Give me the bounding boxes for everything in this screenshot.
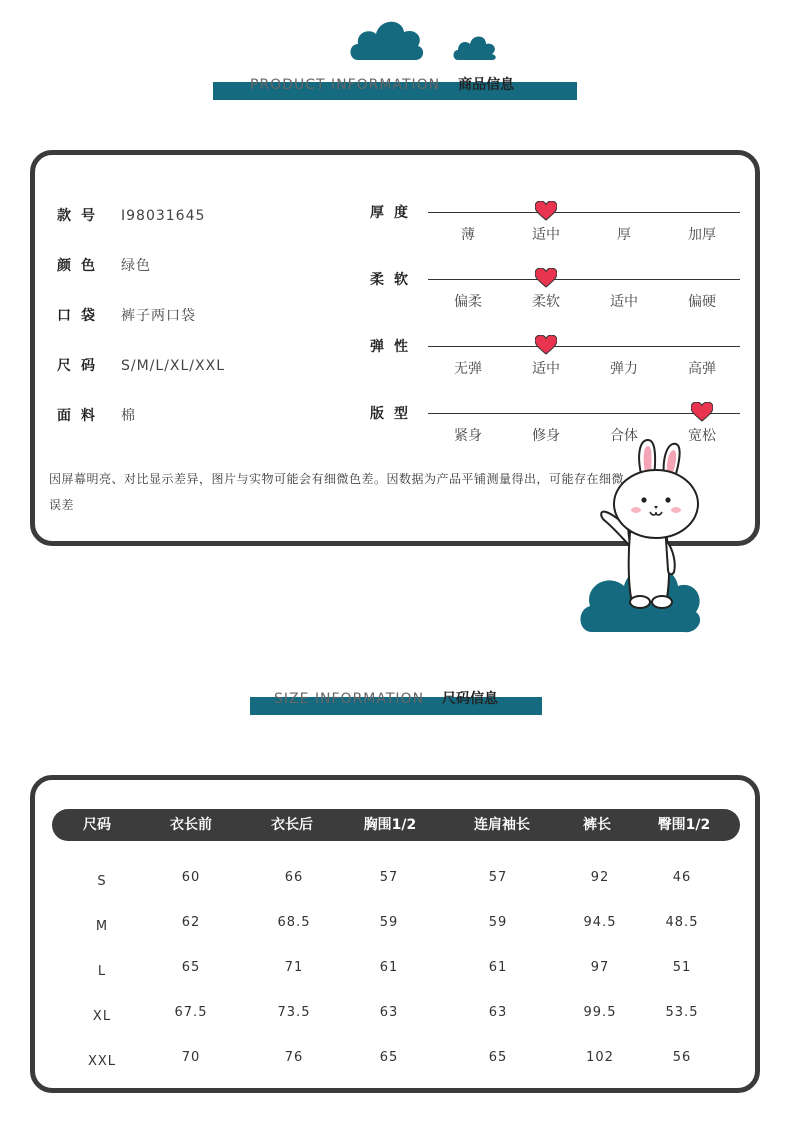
scale-option: 弹力 (610, 361, 638, 377)
scale-option: 适中 (532, 361, 560, 377)
info-label: 口袋 (57, 308, 105, 324)
product-info-header (250, 74, 514, 94)
scale-line (428, 212, 740, 213)
measure-cell: 53.5 (665, 1005, 699, 1020)
measure-cell: 97 (590, 960, 610, 975)
info-row-style-no (57, 205, 205, 225)
scale-line (428, 346, 740, 347)
scale-option: 偏硬 (688, 294, 716, 310)
measure-cell: 51 (672, 960, 692, 975)
column-header: 臀围1/2 (657, 817, 711, 833)
heart-icon (535, 268, 557, 288)
measure-cell: 60 (181, 870, 201, 885)
measure-cell: 67.5 (174, 1005, 208, 1020)
header-en: PRODUCT INFORMATION (250, 77, 441, 93)
measure-cell: 92 (590, 870, 610, 885)
measure-cell: 59 (379, 915, 399, 930)
scale-option: 柔软 (532, 294, 560, 310)
size-cell: L (97, 964, 107, 979)
scale-label: 柔软 (370, 272, 418, 288)
info-row-size (57, 355, 225, 375)
scale-option: 宽松 (688, 428, 716, 444)
column-header: 衣长后 (271, 817, 313, 833)
header-cn: 尺码信息 (442, 691, 499, 707)
column-header: 裤长 (583, 817, 611, 833)
cloud-icon (348, 14, 426, 66)
size-table-card (30, 775, 760, 1093)
measure-cell: 71 (284, 960, 304, 975)
scale-option: 适中 (610, 294, 638, 310)
info-row-color (57, 255, 151, 275)
scale-label: 厚度 (370, 205, 418, 221)
measure-cell: 61 (379, 960, 399, 975)
measure-cell: 46 (672, 870, 692, 885)
measure-cell: 102 (586, 1050, 614, 1065)
scale-option: 厚 (617, 227, 631, 243)
measure-cell: 65 (379, 1050, 399, 1065)
size-cell: XL (92, 1009, 112, 1024)
heart-icon (535, 201, 557, 221)
info-label: 尺码 (57, 358, 105, 374)
scale-elasticity (370, 339, 740, 406)
measure-cell: 57 (379, 870, 399, 885)
header-en: SIZE INFORMATION (274, 691, 425, 707)
measure-cell: 65 (488, 1050, 508, 1065)
scale-line (428, 279, 740, 280)
scale-option: 高弹 (688, 361, 716, 377)
size-info-header (274, 688, 498, 708)
scale-option: 偏柔 (454, 294, 482, 310)
measure-cell: 63 (379, 1005, 399, 1020)
column-header: 尺码 (83, 817, 111, 833)
measure-cell: 68.5 (277, 915, 311, 930)
info-row-pocket (57, 305, 196, 325)
cloud-icon (452, 34, 498, 62)
info-value: 裤子两口袋 (121, 308, 196, 324)
measure-cell: 57 (488, 870, 508, 885)
scale-option: 无弹 (454, 361, 482, 377)
measure-cell: 65 (181, 960, 201, 975)
scale-option: 合体 (610, 428, 638, 444)
info-label: 颜色 (57, 258, 105, 274)
measure-cell: 48.5 (665, 915, 699, 930)
size-table-header (52, 809, 740, 841)
scale-label: 弹性 (370, 339, 418, 355)
header-cn: 商品信息 (458, 77, 515, 93)
scale-option: 薄 (461, 227, 475, 243)
heart-icon (691, 402, 713, 422)
scale-label: 版型 (370, 406, 418, 422)
measure-cell: 94.5 (583, 915, 617, 930)
info-label: 面料 (57, 408, 105, 424)
measure-cell: 59 (488, 915, 508, 930)
disclaimer-note: 因屏幕明亮、对比显示差异，图片与实物可能会有细微色差。因数据为产品平铺测量得出，可能存在细微误差 (49, 472, 625, 512)
info-value: 棉 (121, 408, 136, 424)
scale-option: 紧身 (454, 428, 482, 444)
measure-cell: 61 (488, 960, 508, 975)
column-header: 胸围1/2 (363, 817, 417, 833)
measure-cell: 63 (488, 1005, 508, 1020)
measure-cell: 99.5 (583, 1005, 617, 1020)
scale-option: 加厚 (688, 227, 716, 243)
info-value: S/M/L/XL/XXL (121, 358, 226, 374)
measure-cell: 76 (284, 1050, 304, 1065)
scale-softness (370, 272, 740, 339)
measure-cell: 56 (672, 1050, 692, 1065)
info-label: 款号 (57, 208, 105, 224)
column-header: 衣长前 (170, 817, 212, 833)
info-value: 绿色 (121, 258, 151, 274)
column-header: 连肩袖长 (474, 817, 530, 833)
info-value: I98031645 (121, 208, 206, 224)
measure-cell: 66 (284, 870, 304, 885)
measure-cell: 73.5 (277, 1005, 311, 1020)
size-cell: M (95, 919, 109, 934)
info-row-fabric (57, 405, 136, 425)
scale-option: 修身 (532, 428, 560, 444)
measure-cell: 62 (181, 915, 201, 930)
scale-thickness (370, 205, 740, 272)
size-cell: S (97, 874, 107, 889)
heart-icon (535, 335, 557, 355)
size-cell: XXL (87, 1054, 117, 1069)
bunny-mascot (578, 436, 702, 638)
measure-cell: 70 (181, 1050, 201, 1065)
scale-option: 适中 (532, 227, 560, 243)
